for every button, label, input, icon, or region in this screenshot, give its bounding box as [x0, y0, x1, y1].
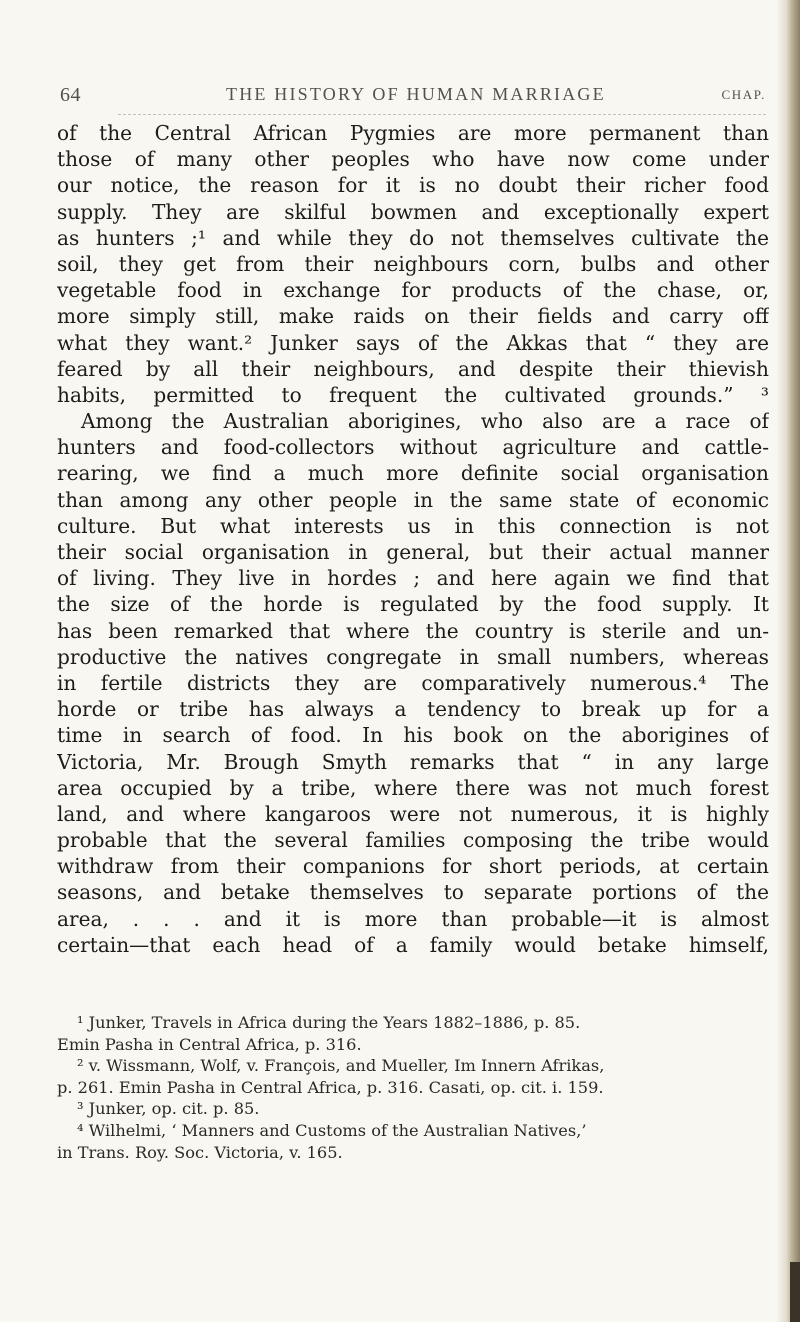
- text-line: of living. They live in hordes ; and here again we find that: [57, 566, 769, 591]
- page-edge-shadow: [776, 0, 786, 1322]
- text-line: of the Central African Pygmies are more permanent than: [57, 121, 769, 145]
- text-line: Among the Australian aborigines, who also are a race of: [81, 409, 769, 434]
- text-line: certain—that each head of a family would betake himself,: [57, 932, 769, 957]
- running-title: THE HISTORY OF HUMAN MARRIAGE: [226, 84, 606, 104]
- text-line: feared by all their neighbours, and despite their thievish: [57, 356, 769, 381]
- text-line: time in search of food. In his book on the aborigines of: [57, 723, 769, 748]
- page-number: 64: [60, 84, 81, 106]
- text-line: habits, permitted to frequent the cultivated grounds.” ³: [57, 382, 769, 407]
- footnote-line: ² v. Wissmann, Wolf, v. François, and Mueller, Im Innern Afrikas,: [77, 1056, 605, 1076]
- text-line: the size of the horde is regulated by the food supply. It: [57, 592, 769, 617]
- body-text: [57, 120, 769, 958]
- page-edge: [786, 0, 800, 1322]
- footnote-line: p. 261. Emin Pasha in Central Africa, p. 316. Casati, op. cit. i. 159.: [57, 1077, 604, 1097]
- text-line: area occupied by a tribe, where there was not much forest: [57, 775, 769, 800]
- chapter-label: CHAP.: [721, 87, 766, 102]
- header-rule: [118, 114, 766, 115]
- text-line: culture. But what interests us in this connection is not: [57, 513, 769, 538]
- text-line: supply. They are skilful bowmen and exceptionally expert: [57, 199, 769, 224]
- text-line: withdraw from their companions for short periods, at certain: [57, 854, 769, 879]
- text-line: has been remarked that where the country is sterile and un-: [57, 618, 769, 643]
- text-line: land, and where kangaroos were not numerous, it is highly: [57, 801, 769, 826]
- text-line: seasons, and betake themselves to separate portions of the: [57, 880, 769, 905]
- footnote-line: ³ Junker, op. cit. p. 85.: [77, 1099, 260, 1119]
- footnote-line: Emin Pasha in Central Africa, p. 316.: [57, 1034, 362, 1054]
- footnotes: [57, 1012, 769, 1163]
- text-line: their social organisation in general, but their actual manner: [57, 540, 769, 564]
- text-line: than among any other people in the same state of economic: [57, 487, 769, 512]
- text-line: area, . . . and it is more than probable—it is almost: [57, 906, 769, 931]
- text-line: vegetable food in exchange for products of the chase, or,: [57, 278, 769, 303]
- text-line: as hunters ;¹ and while they do not themselves cultivate the: [57, 225, 769, 250]
- text-line: our notice, the reason for it is no doubt their richer food: [57, 173, 769, 198]
- text-line: horde or tribe has always a tendency to break up for a: [57, 697, 769, 722]
- footnote-line: ⁴ Wilhelmi, ‘ Manners and Customs of the Australian Natives,’: [77, 1120, 587, 1140]
- text-line: rearing, we find a much more definite social organisation: [57, 461, 769, 486]
- text-line: more simply still, make raids on their fields and carry off: [57, 304, 769, 329]
- text-line: what they want.² Junker says of the Akkas that “ they are: [57, 330, 769, 355]
- text-line: soil, they get from their neighbours corn, bulbs and other: [57, 251, 769, 276]
- text-line: probable that the several families composing the tribe would: [57, 828, 769, 853]
- footnote-line: ¹ Junker, Travels in Africa during the Years 1882–1886, p. 85.: [77, 1013, 581, 1032]
- text-line: those of many other peoples who have now come under: [57, 147, 769, 172]
- page-corner-mark: [790, 1262, 800, 1322]
- running-head: [60, 84, 766, 110]
- text-line: productive the natives congregate in small numbers, whereas: [57, 644, 769, 669]
- text-line: Victoria, Mr. Brough Smyth remarks that “ in any large: [57, 749, 769, 774]
- text-line: in fertile districts they are comparatively numerous.⁴ The: [57, 670, 769, 695]
- footnote-line: in Trans. Roy. Soc. Victoria, v. 165.: [57, 1142, 343, 1162]
- text-line: hunters and food-collectors without agriculture and cattle-: [57, 435, 769, 460]
